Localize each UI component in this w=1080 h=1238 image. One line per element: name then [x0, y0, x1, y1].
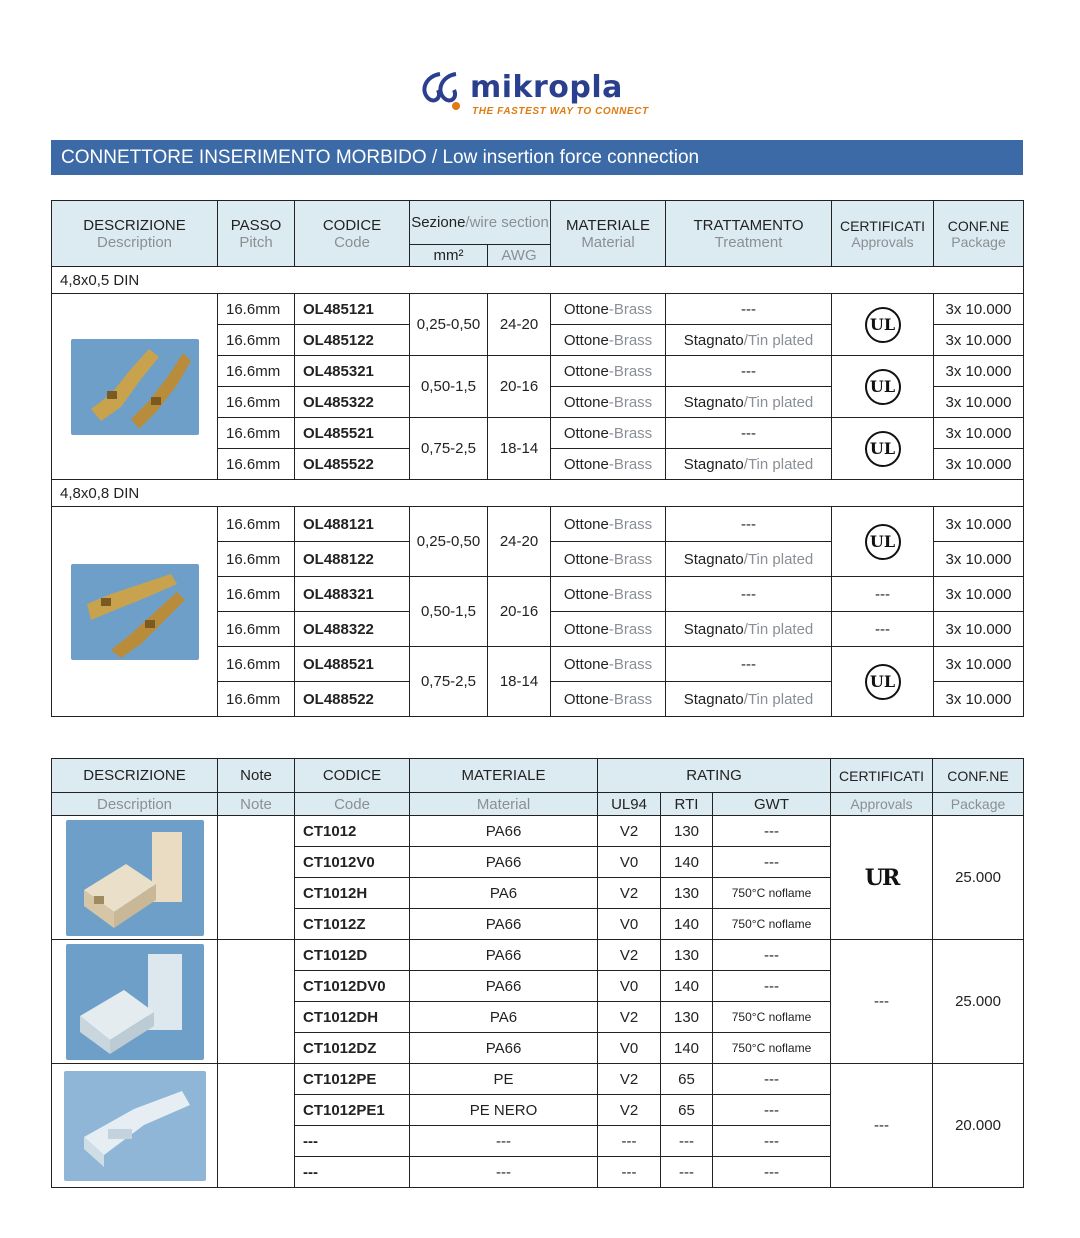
pitch-cell: 16.6mm — [218, 647, 295, 682]
package-cell: 3x 10.000 — [934, 507, 1024, 542]
treatment-cell — [666, 542, 832, 577]
group-label: 4,8x0,5 DIN — [52, 267, 1024, 294]
treatment-en: /Tin plated — [743, 620, 814, 638]
gwt-cell: --- — [713, 847, 831, 878]
header-codice-label: CODICE — [322, 216, 382, 234]
material-en: -Brass — [608, 393, 653, 411]
gwt-cell: 750°C noflame — [713, 909, 831, 940]
treatment-cell — [666, 647, 832, 682]
material-cell — [551, 612, 666, 647]
table-row — [52, 1064, 1024, 1095]
rti-cell: 140 — [661, 971, 713, 1002]
rti-cell: 130 — [661, 816, 713, 847]
ul94-cell: V0 — [598, 909, 661, 940]
ul94-cell: --- — [598, 1157, 661, 1188]
mikropla-logo — [418, 66, 658, 122]
group-4-8x0-8 — [52, 507, 1024, 717]
package-cell: 3x 10.000 — [934, 449, 1024, 480]
cert-cell: --- — [831, 1064, 933, 1188]
material-cell: PA6 — [410, 1002, 598, 1033]
product-photo-cell — [52, 1064, 218, 1188]
mm2-cell: 0,75-2,5 — [410, 647, 488, 717]
ul94-cell: V0 — [598, 1033, 661, 1064]
material-cell — [551, 507, 666, 542]
material-it: Ottone — [563, 550, 609, 568]
ul-cert-icon: UL — [865, 431, 901, 467]
logo-tagline: THE FASTEST WAY TO CONNECT — [472, 106, 649, 117]
material-cell: PA6 — [410, 878, 598, 909]
package-cell: 3x 10.000 — [934, 294, 1024, 325]
mm2-cell: 0,50-1,5 — [410, 356, 488, 418]
product-photo-cell — [52, 816, 218, 940]
code-cell: CT1012DV0 — [295, 971, 410, 1002]
awg-cell: 24-20 — [488, 507, 551, 577]
material-en: -Brass — [608, 300, 653, 318]
material-cell: PA66 — [410, 909, 598, 940]
material-cell — [551, 356, 666, 387]
header2-package: Package — [933, 793, 1024, 816]
treatment-it: Stagnato — [683, 550, 744, 568]
header2-confne: CONF.NE — [933, 759, 1024, 793]
rti-cell: --- — [661, 1157, 713, 1188]
pitch-cell: 16.6mm — [218, 418, 295, 449]
pitch-cell: 16.6mm — [218, 542, 295, 577]
pitch-cell: 16.6mm — [218, 387, 295, 418]
header-sezione — [410, 201, 551, 245]
treatment-it: --- — [741, 515, 756, 533]
pitch-cell: 16.6mm — [218, 612, 295, 647]
ul94-cell: V2 — [598, 1064, 661, 1095]
material-it: Ottone — [563, 424, 609, 442]
treatment-it: Stagnato — [683, 455, 744, 473]
material-it: Ottone — [563, 585, 609, 603]
pitch-cell: 16.6mm — [218, 356, 295, 387]
code-cell: CT1012H — [295, 878, 410, 909]
treatment-it: --- — [741, 655, 756, 673]
mm2-cell: 0,25-0,50 — [410, 507, 488, 577]
cert-cell: --- — [832, 577, 934, 612]
header-package-label: Package — [951, 233, 1006, 250]
material-cell: PA66 — [410, 940, 598, 971]
material-cell: PA66 — [410, 816, 598, 847]
cert-cell: --- — [832, 612, 934, 647]
code-cell: --- — [295, 1126, 410, 1157]
header-material-label: Material — [581, 233, 635, 251]
rti-cell: 140 — [661, 847, 713, 878]
code-cell: OL485521 — [295, 418, 410, 449]
material-cell — [551, 542, 666, 577]
header-materiale-label: MATERIALE — [566, 216, 650, 234]
cert-cell — [832, 418, 934, 480]
cert-cell — [831, 816, 933, 940]
material-cell — [551, 387, 666, 418]
gwt-cell: --- — [713, 940, 831, 971]
logo-name: mikropla — [470, 70, 623, 105]
rti-cell: 130 — [661, 1002, 713, 1033]
code-cell: OL488321 — [295, 577, 410, 612]
package-cell: 3x 10.000 — [934, 612, 1024, 647]
gwt-cell: 750°C noflame — [713, 1002, 831, 1033]
treatment-cell — [666, 418, 832, 449]
treatment-it: --- — [741, 424, 756, 442]
treatment-cell — [666, 356, 832, 387]
material-cell: --- — [410, 1157, 598, 1188]
treatment-it: Stagnato — [683, 690, 744, 708]
gwt-cell: --- — [713, 971, 831, 1002]
rti-cell: 130 — [661, 940, 713, 971]
material-en: -Brass — [608, 424, 653, 442]
material-cell: PA66 — [410, 1033, 598, 1064]
header2-code: Code — [295, 793, 410, 816]
treatment-it: Stagnato — [683, 331, 744, 349]
header-trattamento — [666, 201, 832, 267]
ul94-cell: V2 — [598, 816, 661, 847]
beige-housing-photo — [66, 820, 204, 936]
code-cell: CT1012DZ — [295, 1033, 410, 1064]
package-cell: 3x 10.000 — [934, 387, 1024, 418]
material-cell: PE NERO — [410, 1095, 598, 1126]
gwt-cell: 750°C noflame — [713, 1033, 831, 1064]
section-title: CONNETTORE INSERIMENTO MORBIDO / Low insertion force connection — [51, 140, 1023, 175]
material-cell: PE — [410, 1064, 598, 1095]
code-cell: CT1012PE1 — [295, 1095, 410, 1126]
ul94-cell: V0 — [598, 847, 661, 878]
package-cell: 3x 10.000 — [934, 542, 1024, 577]
rti-cell: 130 — [661, 878, 713, 909]
ul-cert-icon: UL — [865, 369, 901, 405]
material-en: -Brass — [608, 455, 653, 473]
material-it: Ottone — [563, 362, 609, 380]
gwt-cell: --- — [713, 816, 831, 847]
code-cell: OL485321 — [295, 356, 410, 387]
material-cell: PA66 — [410, 847, 598, 878]
treatment-cell — [666, 294, 832, 325]
material-cell: PA66 — [410, 971, 598, 1002]
note-cell — [218, 1064, 295, 1188]
cert-cell — [832, 356, 934, 418]
group-label: 4,8x0,8 DIN — [52, 480, 1024, 507]
material-it: Ottone — [563, 620, 609, 638]
header-sezione-label: Sezione — [411, 214, 466, 231]
header2-descrizione: DESCRIZIONE — [52, 759, 218, 793]
header-descrizione-label: DESCRIZIONE — [83, 216, 186, 234]
header2-ul94: UL94 — [598, 793, 661, 816]
treatment-en: /Tin plated — [743, 331, 814, 349]
ul-cert-icon: UL — [865, 664, 901, 700]
treatment-en: /Tin plated — [743, 393, 814, 411]
material-it: Ottone — [563, 300, 609, 318]
package-cell: 3x 10.000 — [934, 418, 1024, 449]
ur-cert-icon: UR — [864, 864, 899, 891]
header2-note: Note — [218, 759, 295, 793]
code-cell: OL485522 — [295, 449, 410, 480]
header-confne-label: CONF.NE — [947, 217, 1010, 234]
mm2-cell: 0,75-2,5 — [410, 418, 488, 480]
header2-rating: RATING — [598, 759, 831, 793]
code-cell: CT1012V0 — [295, 847, 410, 878]
material-cell — [551, 325, 666, 356]
mm2-cell: 0,25-0,50 — [410, 294, 488, 356]
ul94-cell: V0 — [598, 971, 661, 1002]
header2-materiale: MATERIALE — [410, 759, 598, 793]
treatment-cell — [666, 612, 832, 647]
code-cell: CT1012PE — [295, 1064, 410, 1095]
pitch-cell: 16.6mm — [218, 507, 295, 542]
code-cell: OL488521 — [295, 647, 410, 682]
header2-description: Description — [52, 793, 218, 816]
code-cell: CT1012DH — [295, 1002, 410, 1033]
material-cell — [551, 647, 666, 682]
header-pitch-label: Pitch — [239, 233, 273, 251]
gwt-cell: --- — [713, 1064, 831, 1095]
code-cell: OL488322 — [295, 612, 410, 647]
material-it: Ottone — [563, 690, 609, 708]
awg-cell: 24-20 — [488, 294, 551, 356]
treatment-it: Stagnato — [683, 620, 744, 638]
header-materiale — [551, 201, 666, 267]
treatment-cell — [666, 325, 832, 356]
rti-cell: 140 — [661, 909, 713, 940]
ul94-cell: V2 — [598, 878, 661, 909]
product-photo-cell — [52, 294, 218, 480]
package-cell: 25.000 — [933, 816, 1024, 940]
package-cell: 25.000 — [933, 940, 1024, 1064]
pitch-cell: 16.6mm — [218, 325, 295, 356]
code-cell: CT1012Z — [295, 909, 410, 940]
header2-note-sub: Note — [218, 793, 295, 816]
header-description-label: Description — [96, 233, 173, 251]
ul94-cell: V2 — [598, 1002, 661, 1033]
material-en: -Brass — [608, 515, 653, 533]
material-it: Ottone — [563, 655, 609, 673]
code-cell: OL488522 — [295, 682, 410, 717]
brass-terminal-photo — [71, 564, 199, 660]
material-cell — [551, 294, 666, 325]
treatment-cell — [666, 507, 832, 542]
material-en: -Brass — [608, 331, 653, 349]
gwt-cell: --- — [713, 1157, 831, 1188]
code-cell: CT1012 — [295, 816, 410, 847]
header-codice — [295, 201, 410, 267]
logo-mark-icon — [418, 68, 468, 114]
code-cell: OL488121 — [295, 507, 410, 542]
code-cell: OL485122 — [295, 325, 410, 356]
package-cell: 3x 10.000 — [934, 356, 1024, 387]
header2-certificati: CERTIFICATI — [831, 759, 933, 793]
header2-approvals: Approvals — [831, 793, 933, 816]
group-4-8x0-5 — [52, 294, 1024, 480]
header2-gwt: GWT — [713, 793, 831, 816]
material-en: -Brass — [608, 550, 653, 568]
treatment-en: /Tin plated — [743, 455, 814, 473]
code-cell: OL485121 — [295, 294, 410, 325]
pitch-cell: 16.6mm — [218, 682, 295, 717]
header-mm2: mm² — [410, 245, 488, 267]
ul94-cell: V2 — [598, 1095, 661, 1126]
note-cell — [218, 940, 295, 1064]
pitch-cell: 16.6mm — [218, 577, 295, 612]
gwt-cell: 750°C noflame — [713, 878, 831, 909]
housing-group-ct1012d — [52, 940, 1024, 1064]
code-cell: OL488122 — [295, 542, 410, 577]
material-en: -Brass — [608, 690, 653, 708]
header-certificati-label: CERTIFICATI — [839, 217, 926, 234]
material-cell: --- — [410, 1126, 598, 1157]
code-cell: --- — [295, 1157, 410, 1188]
ul94-cell: V2 — [598, 940, 661, 971]
ul-cert-icon: UL — [865, 307, 901, 343]
cert-cell — [832, 507, 934, 577]
header-certificati — [832, 201, 934, 267]
header-passo-label: PASSO — [230, 216, 282, 234]
awg-cell: 18-14 — [488, 418, 551, 480]
header2-material: Material — [410, 793, 598, 816]
brass-terminal-photo — [71, 339, 199, 435]
header-treatment-label: Treatment — [714, 233, 783, 251]
package-cell: 3x 10.000 — [934, 647, 1024, 682]
product-photo-cell — [52, 940, 218, 1064]
header-awg: AWG — [488, 245, 551, 267]
package-cell: 20.000 — [933, 1064, 1024, 1188]
header2-codice: CODICE — [295, 759, 410, 793]
material-it: Ottone — [563, 393, 609, 411]
housings-table — [51, 758, 1024, 1188]
cert-cell — [832, 647, 934, 717]
cert-cell: --- — [831, 940, 933, 1064]
table-row — [52, 507, 1024, 542]
product-photo-cell — [52, 507, 218, 717]
header-code-label: Code — [334, 233, 370, 251]
mm2-cell: 0,50-1,5 — [410, 577, 488, 647]
treatment-it: --- — [741, 585, 756, 603]
treatment-cell — [666, 387, 832, 418]
rti-cell: 65 — [661, 1064, 713, 1095]
material-en: -Brass — [608, 585, 653, 603]
header-approvals-label: Approvals — [851, 233, 914, 250]
header-wire-section-label: /wire section — [465, 214, 549, 231]
code-cell: OL485322 — [295, 387, 410, 418]
treatment-cell — [666, 682, 832, 717]
ul94-cell: --- — [598, 1126, 661, 1157]
header-confne — [934, 201, 1024, 267]
treatment-it: --- — [741, 362, 756, 380]
table-row — [52, 816, 1024, 847]
material-en: -Brass — [608, 655, 653, 673]
rti-cell: --- — [661, 1126, 713, 1157]
table-row — [52, 940, 1024, 971]
note-cell — [218, 816, 295, 940]
material-it: Ottone — [563, 331, 609, 349]
material-cell — [551, 418, 666, 449]
header-passo — [218, 201, 295, 267]
material-cell — [551, 577, 666, 612]
rti-cell: 140 — [661, 1033, 713, 1064]
treatment-en: /Tin plated — [743, 690, 814, 708]
material-it: Ottone — [563, 515, 609, 533]
material-en: -Brass — [608, 362, 653, 380]
header-descrizione — [52, 201, 218, 267]
package-cell: 3x 10.000 — [934, 682, 1024, 717]
treatment-it: --- — [741, 300, 756, 318]
gwt-cell: --- — [713, 1126, 831, 1157]
awg-cell: 20-16 — [488, 356, 551, 418]
terminals-table — [51, 200, 1024, 717]
material-cell — [551, 682, 666, 717]
pitch-cell: 16.6mm — [218, 294, 295, 325]
pitch-cell: 16.6mm — [218, 449, 295, 480]
treatment-it: Stagnato — [683, 393, 744, 411]
housing-group-ct1012 — [52, 816, 1024, 940]
housing-group-ct1012pe — [52, 1064, 1024, 1188]
treatment-cell — [666, 449, 832, 480]
cert-cell — [832, 294, 934, 356]
header2-rti: RTI — [661, 793, 713, 816]
code-cell: CT1012D — [295, 940, 410, 971]
header-trattamento-label: TRATTAMENTO — [693, 216, 804, 234]
treatment-cell — [666, 577, 832, 612]
material-it: Ottone — [563, 455, 609, 473]
package-cell: 3x 10.000 — [934, 325, 1024, 356]
awg-cell: 20-16 — [488, 577, 551, 647]
gwt-cell: --- — [713, 1095, 831, 1126]
treatment-en: /Tin plated — [743, 550, 814, 568]
material-en: -Brass — [608, 620, 653, 638]
pe-housing-photo — [64, 1071, 206, 1181]
ul-cert-icon: UL — [865, 524, 901, 560]
awg-cell: 18-14 — [488, 647, 551, 717]
rti-cell: 65 — [661, 1095, 713, 1126]
table-row — [52, 294, 1024, 325]
package-cell: 3x 10.000 — [934, 577, 1024, 612]
material-cell — [551, 449, 666, 480]
natural-housing-photo — [66, 944, 204, 1060]
